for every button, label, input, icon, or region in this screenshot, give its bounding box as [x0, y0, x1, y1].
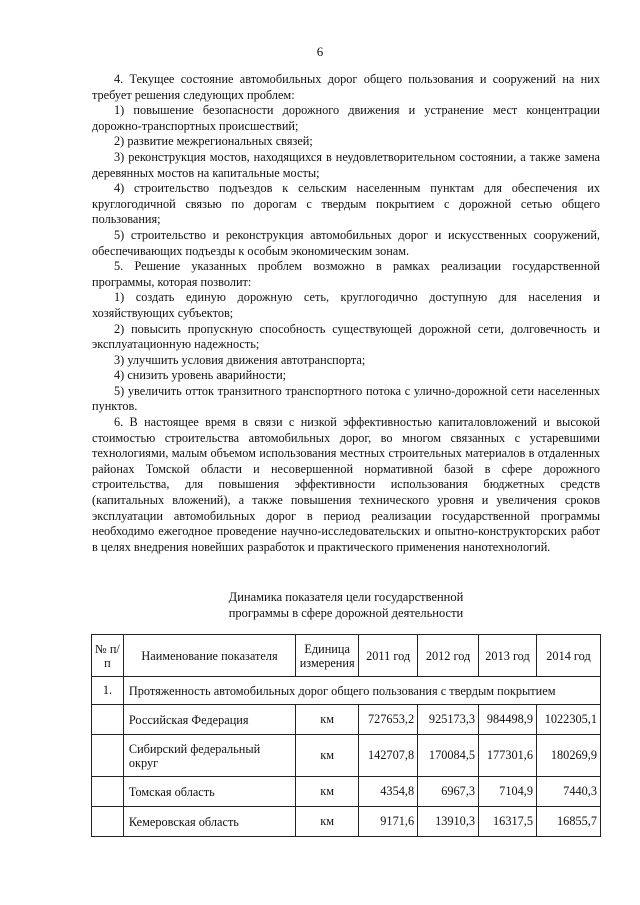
paragraph: 1) создать единую дорожную сеть, круглогодично доступную для населения и хозяйствующих субъектов; — [92, 290, 600, 320]
table-row — [92, 705, 601, 735]
row-value-2012: 170084,5 — [418, 735, 479, 777]
paragraph: 6. В настоящее время в связи с низкой эффективностью капиталовложений и высокой стоимостью строительства автомобильных дорог, во многом связанных с устаревшими технологиями, малым объемом использования местных строительных материалов в отдаленных районах Томской области и несовершенной нормативной базой в сфере дорожного строительства, для повышения эффективности использования бюджетных средств (капитальных вложений), а также повышения технического уровня и увеличения сроков эксплуатации автомобильных дорог в период реализации государственной программы необходимо ежегодное проведение научно-исследовательских и опытно-конструкторских работ в целях внедрения новейших разработок и практического применения нанотехнологий. — [92, 415, 600, 554]
row-name: Томская область — [123, 777, 295, 807]
row-value-2014: 7440,3 — [537, 777, 601, 807]
row-value-2014: 16855,7 — [537, 807, 601, 837]
paragraph: 1) повышение безопасности дорожного движения и устранение мест концентрации дорожно-транспортных происшествий; — [92, 103, 600, 133]
paragraph: 4) снизить уровень аварийности; — [114, 368, 287, 383]
table-header-row — [92, 635, 601, 677]
row-unit: км — [296, 705, 359, 735]
paragraph: 4) строительство подъездов к сельским населенным пунктам для обеспечения их круглогодичной связью по дорогам с твердым покрытием с дорожной сетью общего пользования; — [92, 181, 600, 227]
paragraph: 4. Текущее состояние автомобильных дорог общего пользования и сооружений на них требует решения следующих проблем: — [92, 72, 600, 102]
row-num — [92, 777, 124, 807]
header-unit: Единица измерения — [296, 635, 359, 677]
row-name: Кемеровская область — [123, 807, 295, 837]
row-value-2013: 16317,5 — [479, 807, 537, 837]
paragraph: 5) строительство и реконструкция автомобильных дорог и искусственных сооружений, обеспечивающих подъезды к особым экономическим зонам. — [92, 227, 600, 258]
paragraph: 5. Решение указанных проблем возможно в рамках реализации государственной программы, которая позволит: — [92, 259, 600, 289]
table-title-line: программы в сфере дорожной деятельности — [228, 606, 464, 620]
table-row — [92, 807, 601, 837]
paragraph: 5) увеличить отток транзитного транспортного потока с улично-дорожной сети населенных пунктов. — [92, 383, 600, 414]
section-title: Протяженность автомобильных дорог общего пользования с твердым покрытием — [123, 677, 600, 705]
paragraph: 3) реконструкция мостов, находящихся в неудовлетворительном состоянии, а также замена деревянных мостов на капитальные мосты; — [92, 149, 600, 180]
row-value-2014: 1022305,1 — [537, 705, 601, 735]
section-num: 1. — [92, 677, 124, 705]
header-2014: 2014 год — [537, 635, 601, 677]
header-name: Наименование показателя — [123, 635, 295, 677]
row-value-2011: 727653,2 — [359, 705, 418, 735]
table-row — [92, 777, 601, 807]
page-number: 6 — [316, 44, 324, 59]
row-name: Российская Федерация — [123, 705, 295, 735]
paragraph: 3) улучшить условия движения автотранспорта; — [114, 352, 366, 367]
row-value-2013: 984498,9 — [479, 705, 537, 735]
row-value-2012: 925173,3 — [418, 705, 479, 735]
row-value-2013: 7104,9 — [479, 777, 537, 807]
row-value-2011: 142707,8 — [359, 735, 418, 777]
paragraph: 2) повысить пропускную способность существующей дорожной сети, долговечность и эксплуатационную надежность; — [92, 321, 600, 352]
row-unit: км — [296, 735, 359, 777]
table-row — [92, 735, 601, 777]
body-text — [92, 72, 600, 555]
header-2013: 2013 год — [479, 635, 537, 677]
header-2012: 2012 год — [418, 635, 479, 677]
row-value-2011: 9171,6 — [359, 807, 418, 837]
header-2011: 2011 год — [359, 635, 418, 677]
row-num — [92, 735, 124, 777]
row-value-2012: 6967,3 — [418, 777, 479, 807]
header-num: № п/п — [92, 635, 124, 677]
row-name: Сибирский федеральный округ — [123, 735, 295, 777]
row-num — [92, 705, 124, 735]
section-row — [92, 677, 601, 705]
row-num — [92, 807, 124, 837]
row-unit: км — [296, 777, 359, 807]
table-title-line: Динамика показателя цели государственной — [228, 590, 464, 604]
row-unit: км — [296, 807, 359, 837]
row-value-2011: 4354,8 — [359, 777, 418, 807]
table-title — [92, 589, 600, 621]
row-value-2013: 177301,6 — [479, 735, 537, 777]
row-value-2012: 13910,3 — [418, 807, 479, 837]
indicator-table — [91, 634, 601, 837]
paragraph: 2) развитие межрегиональных связей; — [114, 134, 313, 149]
row-value-2014: 180269,9 — [537, 735, 601, 777]
